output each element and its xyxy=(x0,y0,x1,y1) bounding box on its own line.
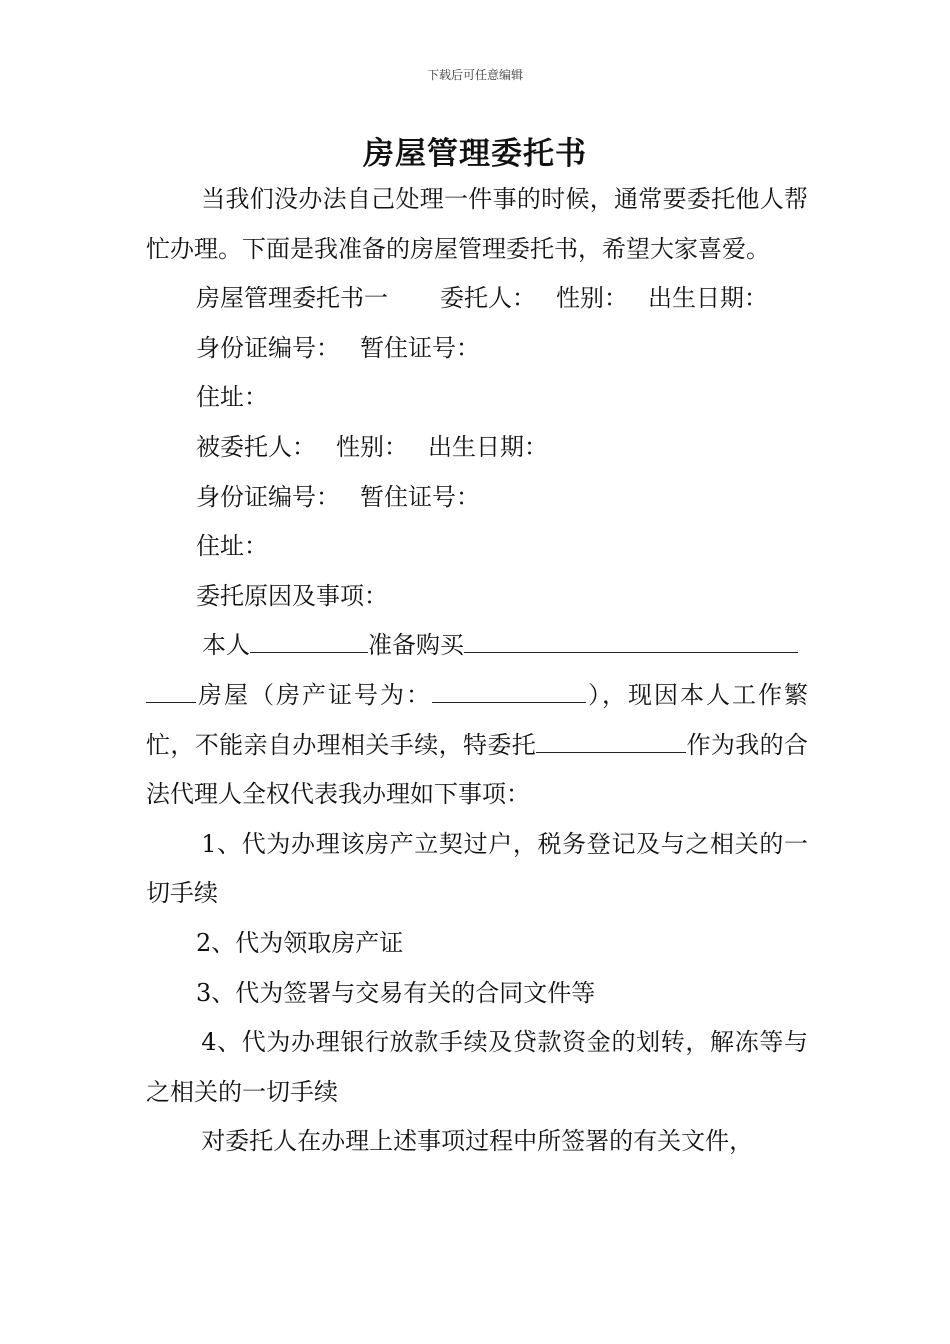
document-body xyxy=(146,175,808,1167)
trustee-name-label: 被委托人： xyxy=(196,432,316,461)
intro-paragraph: 当我们没办法自己处理一件事的时候，通常要委托他人帮忙办理。下面是我准备的房屋管理委托书，希望大家喜爱。 xyxy=(146,185,808,263)
item-1: 1、代为办理该房产立契过户，税务登记及与之相关的一切手续 xyxy=(146,829,808,908)
certificate-number-blank xyxy=(432,672,586,703)
trustee-address-label: 住址： xyxy=(196,532,268,561)
item-3: 3、代为签署与交易有关的合同文件等 xyxy=(196,978,596,1007)
item-4: 4、代为办理银行放款手续及贷款资金的划转，解冻等与之相关的一切手续 xyxy=(146,1028,808,1106)
entrustor-gender-label: 性别： xyxy=(556,284,628,313)
trustee-address-line xyxy=(146,522,808,572)
trustee-birth-label: 出生日期： xyxy=(428,432,548,461)
statement-part2: 准备购买 xyxy=(368,631,464,660)
property-blank-continued xyxy=(146,672,196,703)
document-title: 房屋管理委托书 xyxy=(363,136,587,172)
entrustor-name-label: 委托人： xyxy=(440,284,536,313)
statement-part4: ），现因本人工作繁忙，不能亲自办理相关手续，特委托 xyxy=(146,680,808,759)
section-heading: 房屋管理委托书一 xyxy=(196,284,388,313)
item-2: 2、代为领取房产证 xyxy=(196,928,404,957)
trustee-line xyxy=(146,423,808,473)
statement-part3: 房屋（房产证号为： xyxy=(196,680,432,709)
trustee-id-label: 身份证编号： xyxy=(196,482,340,511)
buyer-blank xyxy=(250,622,368,653)
agent-name-blank xyxy=(536,722,686,753)
entrustor-address-label: 住址： xyxy=(196,383,268,412)
entrustor-id-line xyxy=(146,324,808,374)
entrustor-line xyxy=(146,274,808,324)
closing-paragraph: 对委托人在办理上述事项过程中所签署的有关文件， xyxy=(201,1127,754,1156)
statement-continued xyxy=(146,671,808,820)
trustee-permit-label: 暂住证号： xyxy=(360,482,480,511)
statement-part1: 本人 xyxy=(202,631,250,660)
page-header-note: 下载后可任意编辑 xyxy=(426,68,523,82)
entrustor-permit-label: 暂住证号： xyxy=(360,333,480,362)
matters-heading: 委托原因及事项： xyxy=(196,581,388,610)
entrustor-id-label: 身份证编号： xyxy=(196,333,340,362)
trustee-id-line xyxy=(146,473,808,523)
trustee-gender-label: 性别： xyxy=(336,432,408,461)
entrustor-birth-label: 出生日期： xyxy=(648,284,768,313)
property-blank xyxy=(464,622,798,653)
statement-paragraph xyxy=(146,621,808,671)
statement-part5: 作为我的合法代理人全权代表我办理如下事项： xyxy=(146,730,809,809)
entrustor-address-line xyxy=(146,373,808,423)
